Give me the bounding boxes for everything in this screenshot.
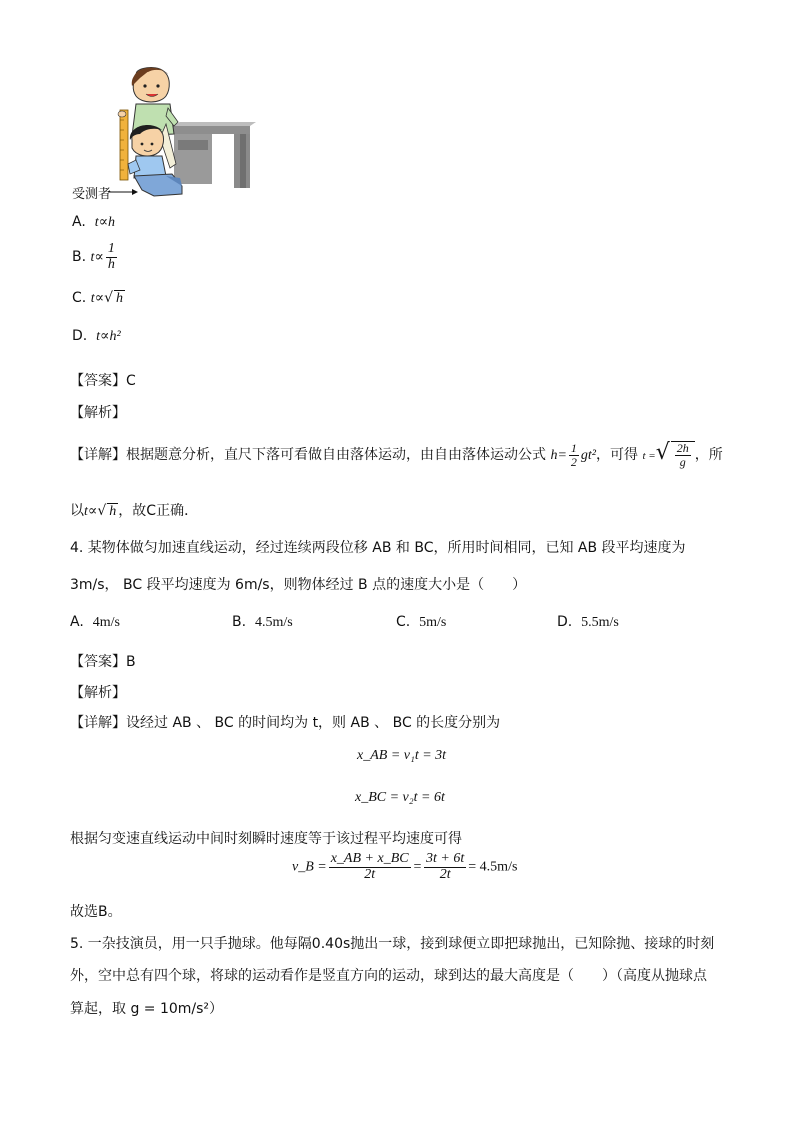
detail-label: 【详解】 (70, 447, 126, 463)
option-radicand: h (115, 291, 123, 306)
formula-half: $\frac{1}{2}$ (570, 440, 577, 469)
q4-detail: 【详解】设经过 AB 、 BC 的时间均为 t，则 AB 、 BC 的长度分别为 (70, 715, 501, 731)
formula-t: t = (642, 450, 656, 462)
q5-line2: 外，空中总有四个球，将球的运动看作是竖直方向的运动，球到达的最大高度是（ ）（高度从抛球点 (70, 968, 707, 984)
q4-explanation: 根据匀变速直线运动中间时刻瞬时速度等于该过程平均速度可得 (70, 831, 462, 847)
equation-fraction: $\frac{x\_AB + x\_BC}{2t}$ (330, 851, 409, 882)
formula-h: h= (550, 448, 567, 463)
q5-line3: 算起，取 g = 10m/s²） (70, 1001, 224, 1017)
q3-detail-line1 (70, 440, 723, 468)
sqrt-icon: √ (104, 290, 113, 306)
q4-analysis-label: 【解析】 (70, 685, 126, 701)
q4-stem-line2: 3m/s， BC 段平均速度为 6m/s，则物体经过 B 点的速度大小是（ ） (70, 577, 527, 593)
q4-option-b[interactable]: B. 4.5m/s (232, 614, 293, 630)
option-expression: t∝h (94, 215, 116, 230)
detail-text: ，可得 (596, 447, 638, 463)
q3-analysis-label: 【解析】 (70, 405, 126, 421)
q3-option-d[interactable] (72, 328, 121, 345)
option-letter: A. (72, 214, 86, 230)
q4-option-c[interactable]: C. 5m/s (396, 614, 447, 630)
option-expression: t∝h² (96, 329, 121, 344)
option-letter: C. (72, 290, 87, 306)
q4-equation-2: x_BC = v₂t = 6t (355, 790, 445, 805)
q3-detail-line2: 以t∝√ h ，故C正确． (70, 503, 199, 519)
formula-gt2: gt² (580, 448, 596, 463)
detail-text: 根据题意分析，直尺下落可看做自由落体运动，由自由落体运动公式 (126, 447, 546, 463)
option-expression-prefix: t∝ (90, 291, 105, 306)
equation-fraction: $\frac{3t + 6t}{2t}$ (426, 851, 465, 882)
q5-line1: 5. 一杂技演员，用一只手抛球。他每隔0.40s抛出一球，接到球便立即把球抛出，已知除抛、接球的时刻 (70, 936, 715, 952)
formula-radical: $\frac{2h}{g}$ (671, 441, 695, 468)
option-expression-prefix: t∝ (90, 250, 104, 266)
desk-illustration (170, 122, 256, 188)
detail-text: ，所 (694, 447, 723, 463)
q3-option-c[interactable] (72, 290, 125, 307)
option-fraction: $\frac{1}{h}$ (107, 241, 115, 272)
sqrt-icon: √ (97, 503, 107, 519)
q4-answer: 【答案】B (70, 654, 136, 670)
q3-answer: 【答案】C (70, 373, 136, 389)
q4-option-d[interactable]: D. 5.5m/s (557, 614, 619, 630)
option-letter: B. (72, 249, 87, 266)
q4-conclusion: 故选B。 (70, 904, 122, 920)
q4-stem-line1: 4. 某物体做匀加速直线运动，经过连续两段位移 AB 和 BC，所用时间相同，已知 AB 段平均速度为 (70, 540, 686, 556)
option-letter: D. (72, 328, 88, 344)
q4-equation-1: x_AB = v₁t = 3t (357, 748, 447, 763)
ruler-illustration (118, 110, 128, 180)
sqrt-icon: √ (655, 440, 670, 465)
q4-option-a[interactable]: A. 4m/s (70, 614, 120, 630)
q3-option-a[interactable] (72, 214, 115, 231)
q3-option-b[interactable] (72, 242, 119, 272)
q4-equation-3: v_B = $\frac{x\_AB + x\_BC}{2t}$ = $\frac{3t + 6t}{2t}$ = 4.5m/s (292, 851, 518, 882)
figure-subject-label: 受测者 (72, 187, 112, 202)
